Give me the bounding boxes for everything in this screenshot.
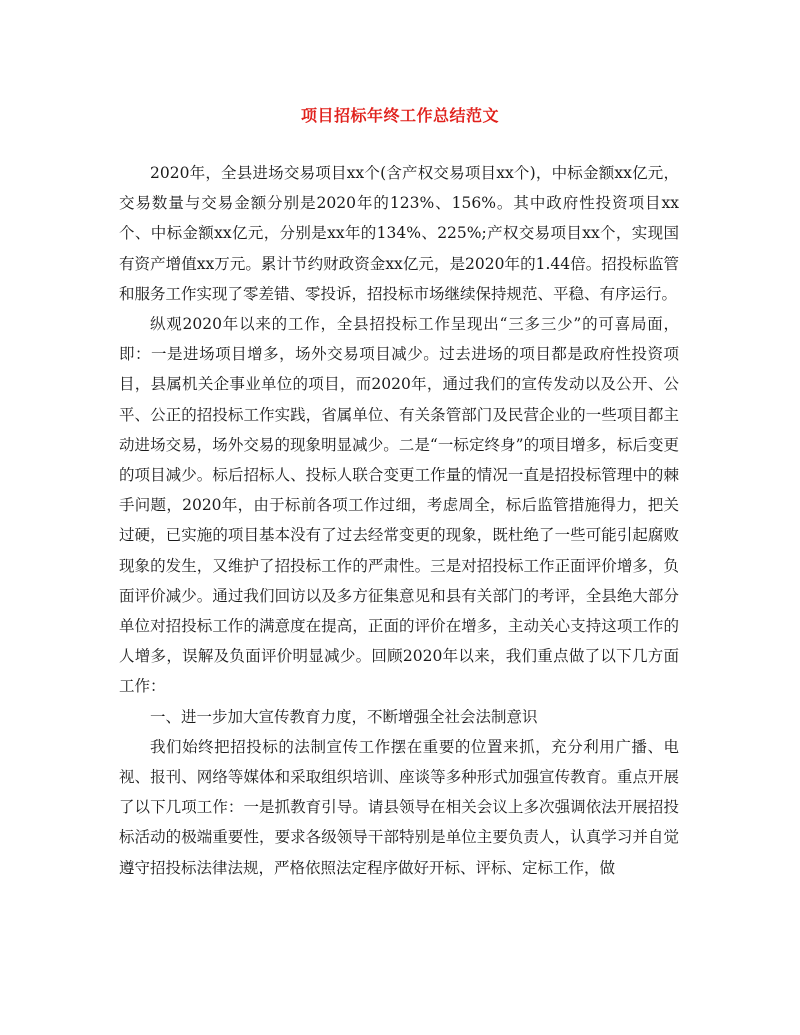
document-title: 项目招标年终工作总结范文 <box>300 106 499 125</box>
paragraph-section-1: 我们始终把招投标的法制宣传工作摆在重要的位置来抓，充分利用广播、电视、报刊、网络等媒体和采取组织培训、座谈等多种形式加强宣传教育。重点开展了以下几项工作：一是抓教育引导。请县领导在相关会议上多次强调依法开展招投标活动的极端重要性，要求各级领导干部特别是单位主要负责人，认真学习并自觉遵守招投标法律法规，严格依照法定程序做好开标、评标、定标工作，做 <box>119 737 679 877</box>
section-heading-1: 一、进一步加大宣传教育力度，不断增强全社会法制意识 <box>150 707 538 726</box>
paragraph-summary: 2020年，全县进场交易项目xx个(含产权交易项目xx个)，中标金额xx亿元，交易数量与交易金额分别是2020年的123%、156%。其中政府性投资项目xx个、中标金额xx亿元，分别是xx年的134%、225%;产权交易项目xx个，实现国有资产增值xx万元。累计节约财政资金xx亿元，是2020年的1.44倍。招投标监管和服务工作实现了零差错、零投诉，招投标市场继续保持规范、平稳、有序运行。 <box>119 164 679 303</box>
paragraph-overview: 纵观2020年以来的工作，全县招投标工作呈现出“三多三少”的可喜局面，即：一是进场项目增多，场外交易项目减少。过去进场的项目都是政府性投资项目，县属机关企事业单位的项目，而2020年，通过我们的宣传发动以及公开、公平、公正的招投标工作实践，省属单位、有关条管部门及民营企业的一些项目都主动进场交易，场外交易的现象明显减少。二是“一标定终身”的项目增多，标后变更的项目减少。标后招标人、投标人联合变更工作量的情况一直是招投标管理中的棘手问题，2020年，由于标前各项工作过细，考虑周全，标后监管措施得力，把关过硬，已实施的项目基本没有了过去经常变更的现象，既杜绝了一些可能引起腐败现象的发生，又维护了招投标工作的严肃性。三是对招投标工作正面评价增多，负面评价减少。通过我们回访以及多方征集意见和县有关部门的考评，全县绝大部分单位对招投标工作的满意度在提高，正面的评价在增多，主动关心支持这项工作的人增多，误解及负面评价明显减少。回顾2020年以来，我们重点做了以下几方面工作： <box>119 315 679 696</box>
document-body <box>119 158 679 883</box>
